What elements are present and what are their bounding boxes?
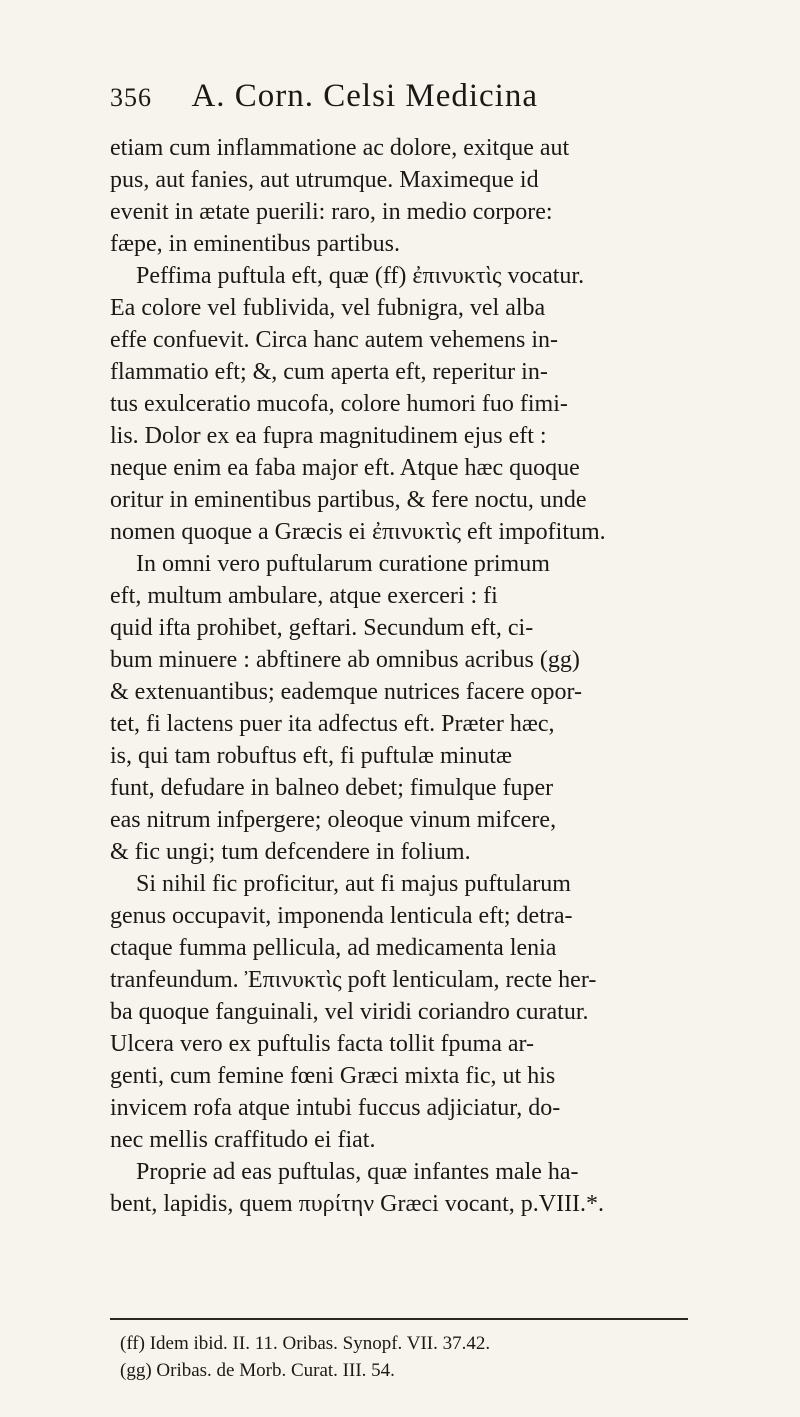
footnote: (gg) Oribas. de Morb. Curat. III. 54.	[120, 1360, 395, 1381]
text-line: pus, aut fanies, aut utrumque. Maximeque id	[110, 167, 539, 193]
main-text	[110, 132, 690, 1220]
text-line: effe confuevit. Circa hanc autem vehemens in-	[110, 327, 559, 353]
text-line: Peffima puftula eft, quæ (ff) ἐπινυκτὶς vocatur.	[136, 263, 585, 289]
text-line: tranfeundum. Ἐπινυκτὶς poft lenticulam, recte her-	[110, 967, 597, 993]
text-line: ba quoque fanguinali, vel viridi coriandro curatur.	[110, 999, 589, 1025]
running-title: A. Corn. Celsi Medicina	[191, 78, 538, 114]
text-line: nec mellis craffitudo ei fiat.	[110, 1127, 376, 1153]
text-line: evenit in ætate puerili: raro, in medio corpore:	[110, 199, 553, 225]
page-number: 356	[110, 83, 152, 112]
footnote-rule	[110, 1318, 688, 1320]
text-line: funt, defudare in balneo debet; fimulque fuper	[110, 775, 554, 801]
footnote: (ff) Idem ibid. II. 11. Oribas. Synopf. VII. 37.42.	[120, 1333, 491, 1354]
text-line: tus exulceratio mucofa, colore humori fuo fimi-	[110, 391, 568, 417]
text-line: ctaque fumma pellicula, ad medicamenta lenia	[110, 935, 557, 961]
running-header	[110, 78, 710, 115]
text-line: Ea colore vel fublivida, vel fubnigra, vel alba	[110, 295, 546, 321]
text-line: genti, cum femine fœni Græci mixta fic, ut his	[110, 1063, 556, 1089]
text-line: bent, lapidis, quem πυρίτην Græci vocant, p.VIII.*.	[110, 1191, 605, 1217]
text-line: flammatio eft; &, cum aperta eft, reperitur in-	[110, 359, 548, 385]
text-line: In omni vero puftularum curatione primum	[136, 551, 550, 577]
text-line: bum minuere : abftinere ab omnibus acribus (gg)	[110, 647, 580, 673]
text-line: eft, multum ambulare, atque exerceri : fi	[110, 583, 498, 609]
text-line: nomen quoque a Græcis ei ἐπινυκτὶς eft impofitum.	[110, 519, 606, 545]
text-line: lis. Dolor ex ea fupra magnitudinem ejus eft :	[110, 423, 547, 449]
text-line: oritur in eminentibus partibus, & fere noctu, unde	[110, 487, 587, 513]
text-line: etiam cum inflammatione ac dolore, exitque aut	[110, 135, 570, 161]
text-line: & fic ungi; tum defcendere in folium.	[110, 839, 471, 865]
text-line: Si nihil fic proficitur, aut fi majus puftularum	[136, 871, 571, 897]
text-line: & extenuantibus; eademque nutrices facere opor-	[110, 679, 582, 705]
text-line: Proprie ad eas puftulas, quæ infantes male ha-	[136, 1159, 579, 1185]
text-line: genus occupavit, imponenda lenticula eft; detra-	[110, 903, 573, 929]
footnotes	[120, 1330, 690, 1384]
text-line: Ulcera vero ex puftulis facta tollit fpuma ar-	[110, 1031, 535, 1057]
text-line: fæpe, in eminentibus partibus.	[110, 231, 400, 257]
text-line: tet, fi lactens puer ita adfectus eft. Præter hæc,	[110, 711, 555, 737]
text-line: is, qui tam robuftus eft, fi puftulæ minutæ	[110, 743, 512, 769]
text-line: invicem rofa atque intubi fuccus adjiciatur, do-	[110, 1095, 561, 1121]
text-line: quid ifta prohibet, geftari. Secundum eft, ci-	[110, 615, 534, 641]
text-line: eas nitrum infpergere; oleoque vinum mifcere,	[110, 807, 557, 833]
text-line: neque enim ea faba major eft. Atque hæc quoque	[110, 455, 580, 481]
